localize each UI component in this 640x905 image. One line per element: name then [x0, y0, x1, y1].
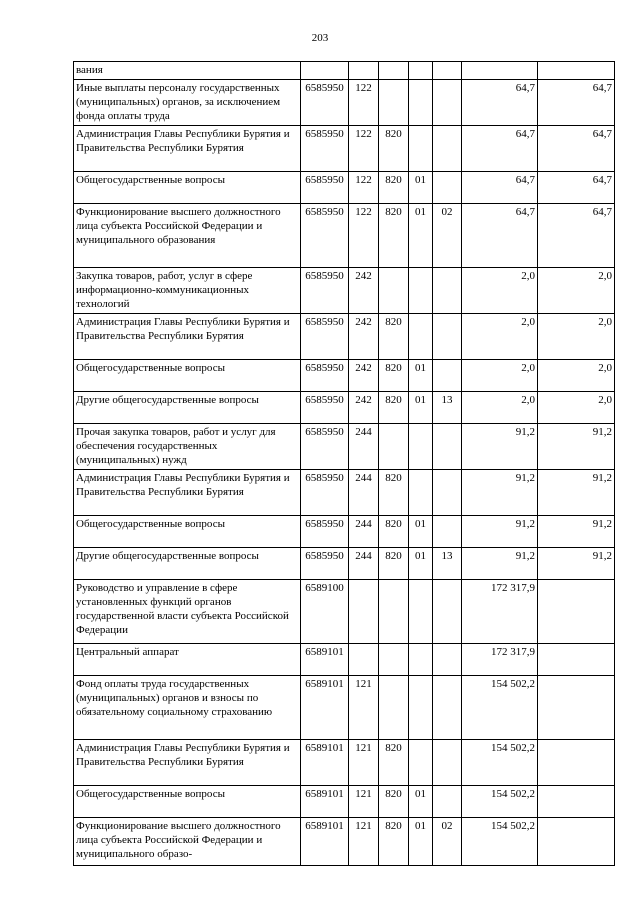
row-name-cell: Прочая закупка товаров, работ и услуг для обеспечения государственных (муниципальных) нужд: [74, 424, 301, 470]
row-name-cell: Общегосударственные вопросы: [74, 516, 301, 548]
row-ministry-cell: 820: [379, 470, 409, 516]
row-name-cell: Администрация Главы Республики Бурятия и Правительства Республики Бурятия: [74, 740, 301, 786]
row-value2-cell: 91,2: [538, 516, 615, 548]
table-body: [74, 62, 615, 866]
row-name-cell: Администрация Главы Республики Бурятия и Правительства Республики Бурятия: [74, 314, 301, 360]
row-value1-cell: 154 502,2: [462, 676, 538, 740]
row-section-cell: 01: [409, 172, 433, 204]
row-ministry-cell: [379, 268, 409, 314]
row-value2-cell: [538, 676, 615, 740]
row-type-cell: 122: [349, 126, 379, 172]
table-row: [74, 126, 615, 172]
row-subsection-cell: 13: [433, 392, 462, 424]
row-value2-cell: 2,0: [538, 268, 615, 314]
row-ministry-cell: [379, 644, 409, 676]
row-ministry-cell: 820: [379, 516, 409, 548]
row-ministry-cell: 820: [379, 126, 409, 172]
table-row: [74, 740, 615, 786]
row-name-cell: Иные выплаты персоналу государственных (муниципальных) органов, за исключением фонда оплаты труда: [74, 80, 301, 126]
row-code-cell: [301, 62, 349, 80]
row-type-cell: 244: [349, 470, 379, 516]
table-row: [74, 268, 615, 314]
row-value1-cell: 2,0: [462, 360, 538, 392]
table-row: [74, 786, 615, 818]
row-subsection-cell: [433, 516, 462, 548]
row-subsection-cell: [433, 644, 462, 676]
row-code-cell: 6585950: [301, 314, 349, 360]
row-ministry-cell: 820: [379, 392, 409, 424]
row-section-cell: 01: [409, 360, 433, 392]
row-ministry-cell: 820: [379, 786, 409, 818]
table-row: [74, 172, 615, 204]
row-code-cell: 6589101: [301, 786, 349, 818]
row-subsection-cell: [433, 268, 462, 314]
row-subsection-cell: [433, 580, 462, 644]
row-section-cell: [409, 62, 433, 80]
row-subsection-cell: [433, 314, 462, 360]
row-type-cell: 242: [349, 392, 379, 424]
row-code-cell: 6585950: [301, 80, 349, 126]
row-ministry-cell: 820: [379, 314, 409, 360]
row-name-cell: Администрация Главы Республики Бурятия и Правительства Республики Бурятия: [74, 470, 301, 516]
row-value1-cell: 154 502,2: [462, 818, 538, 866]
row-subsection-cell: [433, 360, 462, 392]
row-code-cell: 6585950: [301, 516, 349, 548]
row-subsection-cell: [433, 470, 462, 516]
row-section-cell: [409, 676, 433, 740]
table-row: [74, 62, 615, 80]
row-value2-cell: 64,7: [538, 80, 615, 126]
row-value2-cell: 64,7: [538, 204, 615, 268]
row-code-cell: 6585950: [301, 470, 349, 516]
row-value2-cell: [538, 818, 615, 866]
row-value2-cell: [538, 644, 615, 676]
row-type-cell: 121: [349, 786, 379, 818]
row-value2-cell: 91,2: [538, 470, 615, 516]
table-row: [74, 470, 615, 516]
row-type-cell: 121: [349, 676, 379, 740]
row-subsection-cell: [433, 786, 462, 818]
row-type-cell: 121: [349, 740, 379, 786]
row-value1-cell: 91,2: [462, 548, 538, 580]
row-type-cell: 244: [349, 548, 379, 580]
row-ministry-cell: 820: [379, 172, 409, 204]
row-name-cell: Функционирование высшего должностного лица субъекта Российской Федерации и муниципального образования: [74, 204, 301, 268]
table-row: [74, 392, 615, 424]
row-value1-cell: 91,2: [462, 424, 538, 470]
row-subsection-cell: 02: [433, 204, 462, 268]
row-value1-cell: 2,0: [462, 314, 538, 360]
row-value1-cell: 172 317,9: [462, 644, 538, 676]
row-code-cell: 6585950: [301, 126, 349, 172]
row-value2-cell: 91,2: [538, 424, 615, 470]
row-section-cell: [409, 314, 433, 360]
row-code-cell: 6589101: [301, 644, 349, 676]
row-value2-cell: 91,2: [538, 548, 615, 580]
table-row: [74, 80, 615, 126]
row-name-cell: Общегосударственные вопросы: [74, 360, 301, 392]
row-section-cell: [409, 80, 433, 126]
table-row: [74, 360, 615, 392]
table-row: [74, 516, 615, 548]
row-value2-cell: [538, 62, 615, 80]
row-name-cell: Центральный аппарат: [74, 644, 301, 676]
row-name-cell: Администрация Главы Республики Бурятия и Правительства Республики Бурятия: [74, 126, 301, 172]
row-value2-cell: [538, 580, 615, 644]
row-code-cell: 6589101: [301, 740, 349, 786]
row-value1-cell: 2,0: [462, 268, 538, 314]
row-subsection-cell: [433, 172, 462, 204]
row-value2-cell: 64,7: [538, 172, 615, 204]
row-section-cell: 01: [409, 516, 433, 548]
row-value2-cell: [538, 786, 615, 818]
row-value1-cell: 64,7: [462, 80, 538, 126]
row-ministry-cell: 820: [379, 740, 409, 786]
row-value2-cell: 64,7: [538, 126, 615, 172]
row-name-cell: Общегосударственные вопросы: [74, 786, 301, 818]
row-value1-cell: 91,2: [462, 470, 538, 516]
row-value1-cell: 154 502,2: [462, 786, 538, 818]
row-name-cell: Общегосударственные вопросы: [74, 172, 301, 204]
row-value2-cell: 2,0: [538, 314, 615, 360]
row-section-cell: [409, 126, 433, 172]
table-row: [74, 676, 615, 740]
row-section-cell: [409, 644, 433, 676]
row-ministry-cell: 820: [379, 360, 409, 392]
row-code-cell: 6589101: [301, 676, 349, 740]
row-section-cell: 01: [409, 548, 433, 580]
row-section-cell: 01: [409, 392, 433, 424]
row-section-cell: [409, 740, 433, 786]
row-section-cell: [409, 470, 433, 516]
row-ministry-cell: 820: [379, 204, 409, 268]
row-section-cell: 01: [409, 786, 433, 818]
row-type-cell: 244: [349, 424, 379, 470]
row-section-cell: 01: [409, 818, 433, 866]
row-subsection-cell: [433, 740, 462, 786]
row-type-cell: 122: [349, 80, 379, 126]
row-subsection-cell: [433, 676, 462, 740]
row-ministry-cell: [379, 676, 409, 740]
row-code-cell: 6585950: [301, 268, 349, 314]
row-code-cell: 6585950: [301, 392, 349, 424]
row-subsection-cell: 13: [433, 548, 462, 580]
table-row: [74, 818, 615, 866]
row-value2-cell: 2,0: [538, 392, 615, 424]
row-code-cell: 6585950: [301, 424, 349, 470]
budget-table: [73, 61, 615, 866]
table-row: [74, 548, 615, 580]
row-subsection-cell: [433, 80, 462, 126]
row-name-cell: Другие общегосударственные вопросы: [74, 392, 301, 424]
row-section-cell: 01: [409, 204, 433, 268]
row-code-cell: 6589101: [301, 818, 349, 866]
row-ministry-cell: [379, 80, 409, 126]
row-code-cell: 6589100: [301, 580, 349, 644]
row-code-cell: 6585950: [301, 360, 349, 392]
row-section-cell: [409, 268, 433, 314]
page-number: 203: [311, 32, 329, 44]
row-subsection-cell: 02: [433, 818, 462, 866]
row-type-cell: 122: [349, 172, 379, 204]
row-code-cell: 6585950: [301, 172, 349, 204]
row-value1-cell: 64,7: [462, 126, 538, 172]
row-value1-cell: 172 317,9: [462, 580, 538, 644]
row-section-cell: [409, 580, 433, 644]
row-ministry-cell: 820: [379, 548, 409, 580]
row-type-cell: 242: [349, 268, 379, 314]
row-type-cell: 242: [349, 360, 379, 392]
row-name-cell: Руководство и управление в сфере установленных функций органов государственной власти субъекта Российской Федерации: [74, 580, 301, 644]
row-type-cell: [349, 644, 379, 676]
row-code-cell: 6585950: [301, 548, 349, 580]
row-value1-cell: 64,7: [462, 172, 538, 204]
row-ministry-cell: [379, 62, 409, 80]
row-type-cell: 122: [349, 204, 379, 268]
table-row: [74, 580, 615, 644]
row-type-cell: [349, 62, 379, 80]
row-type-cell: 121: [349, 818, 379, 866]
row-subsection-cell: [433, 424, 462, 470]
table-row: [74, 314, 615, 360]
row-name-cell: Закупка товаров, работ, услуг в сфере информационно-коммуникационных технологий: [74, 268, 301, 314]
row-ministry-cell: 820: [379, 818, 409, 866]
row-section-cell: [409, 424, 433, 470]
row-type-cell: [349, 580, 379, 644]
row-value2-cell: [538, 740, 615, 786]
row-code-cell: 6585950: [301, 204, 349, 268]
table-row: [74, 424, 615, 470]
row-subsection-cell: [433, 62, 462, 80]
row-ministry-cell: [379, 424, 409, 470]
row-ministry-cell: [379, 580, 409, 644]
row-value1-cell: 154 502,2: [462, 740, 538, 786]
row-type-cell: 242: [349, 314, 379, 360]
row-name-cell: Фонд оплаты труда государственных (муниципальных) органов и взносы по обязательному социальному страхованию: [74, 676, 301, 740]
row-value1-cell: 91,2: [462, 516, 538, 548]
row-value1-cell: 2,0: [462, 392, 538, 424]
row-type-cell: 244: [349, 516, 379, 548]
row-value1-cell: [462, 62, 538, 80]
table-row: [74, 204, 615, 268]
table-row: [74, 644, 615, 676]
row-value2-cell: 2,0: [538, 360, 615, 392]
row-name-cell: Другие общегосударственные вопросы: [74, 548, 301, 580]
row-name-cell: вания: [74, 62, 301, 80]
row-name-cell: Функционирование высшего должностного лица субъекта Российской Федерации и муниципального образо-: [74, 818, 301, 866]
row-subsection-cell: [433, 126, 462, 172]
row-value1-cell: 64,7: [462, 204, 538, 268]
